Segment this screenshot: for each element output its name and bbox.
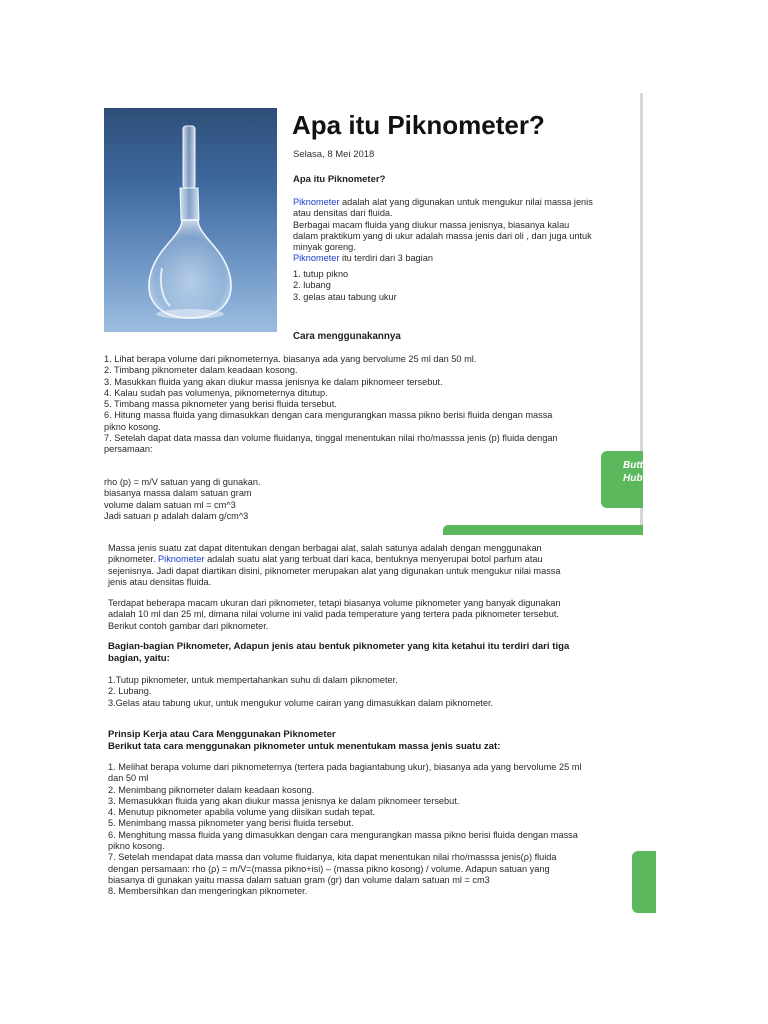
side-contact-button[interactable] [632,851,656,913]
paragraph-line: adalah suatu alat yang terbuat dari kaca, bentuknya menyerupai botol parfum atau [204,554,543,565]
list-item: 2. Menimbang piknometer dalam keadaan kosong. [108,784,315,795]
list-item: 5. Timbang massa piknometer yang berisi fluida tersebut. [104,399,337,410]
list-item: 1. tutup pikno [293,269,349,279]
paragraph-line: adalah 10 ml dan 25 ml, dimana nilai volume ini valid pada temperature yang tertera pada piknometer tersebut. [108,609,559,620]
formula-block [104,477,261,522]
list-item: 7. Setelah mendapat data massa dan volume fluidanya, kita dapat menentukan nilai rho/masssa jenis(ρ) fluida [108,852,557,863]
list-item: 8. Membersihkan dan mengeringkan piknometer. [108,886,308,897]
paragraph-line: Massa jenis suatu zat dapat ditentukan dengan berbagai alat, salah satunya adalah dengan menggunakan [108,543,542,553]
piknometer-link[interactable]: Piknometer [158,554,205,565]
piknometer-link[interactable]: Piknometer [293,197,340,207]
heading-line: bagian, yaitu: [108,653,170,664]
formula-line: rho (p) = m/V satuan yang di gunakan. [104,477,261,487]
intro-line: Berbagai macam fluida yang diukur massa jenisnya, biasanya kalau [293,219,570,230]
principle-steps [108,762,656,898]
density-paragraph [108,543,653,588]
intro-line: dalam praktikum yang di ukur adalah massa jenis dari oli , dan juga untuk [293,230,592,241]
piknometer-photo [104,108,277,332]
list-item: 3. Masukkan fluida yang akan diukur massa jenisnya ke dalam piknomeer tersebut. [104,376,443,387]
heading-line: Prinsip Kerja atau Cara Menggunakan Piknometer [108,729,336,740]
paragraph-line: piknometer. [108,554,159,565]
list-item: 1. Lihat berapa volume dari piknometernya. biasanya ada yang bervolume 25 ml dan 50 ml. [104,354,477,364]
intro-line: atau densitas dari fluida. [293,208,393,219]
side-button-label: Butt [623,460,643,471]
list-item: dengan persamaan: rho (ρ) = m/V=(massa pikno+isi) – (massa pikno kosong) / volume. Adapun satuan yang [108,863,550,874]
list-item: biasanya di gunakan yaitu massa dalam satuan gram (gr) dan volume dalam satuan ml = cm3 [108,874,490,885]
formula-line: biasanya massa dalam satuan gram [104,488,252,499]
list-item: persamaan: [104,444,153,455]
list-item: 2. Lubang. [108,686,152,697]
list-item: 3. gelas atau tabung ukur [293,291,397,302]
side-contact-button[interactable] [601,451,643,508]
paragraph-line: jenis atau densitas fluida. [108,576,212,587]
formula-line: volume dalam satuan ml = cm^3 [104,499,236,510]
list-item: 1.Tutup piknometer, untuk mempertahankan suhu di dalam piknometer. [108,675,398,685]
list-item: 6. Hitung massa fluida yang dimasukkan dengan cara mengurangkan massa pikno berisi fluida dengan massa [104,410,553,421]
parts-detail-list [108,675,493,709]
piknometer-link[interactable]: Piknometer [293,253,340,264]
list-item: pikno kosong. [104,421,161,432]
section-question: Apa itu Piknometer? [293,174,386,185]
intro-line: adalah alat yang digunakan untuk mengukur nilai massa jenis [339,197,593,207]
sizes-paragraph [108,598,653,632]
heading-line: Bagian-bagian Piknometer, Adapun jenis atau bentuk piknometer yang kita ketahui itu terdiri dari tiga [108,641,570,652]
list-item: 5. Menimbang massa piknometer yang berisi fluida tersebut. [108,818,354,829]
usage-steps [104,354,614,456]
list-item: 4. Menutup piknometer apabila volume yang diisikan sudah tepat. [108,807,376,818]
paragraph-line: sejenisnya. Jadi dapat diartikan disini, piknometer merupakan alat yang digunakan untuk mengukur nilai massa [108,565,561,576]
intro-line: itu terdiri dari 3 bagian [339,253,433,264]
intro-line: minyak goreng. [293,242,356,253]
paragraph-line: Berikut contoh gambar dari piknometer. [108,620,269,631]
parts-heading [108,641,628,665]
green-bar [443,525,643,535]
list-item: 2. lubang [293,280,331,291]
list-item: 6. Menghitung massa fluida yang dimasukkan dengan cara mengurangkan massa pikno berisi fluida dengan massa [108,829,578,840]
principle-heading [108,729,500,752]
side-button-label: Hub [623,473,643,484]
intro-paragraph [293,197,635,265]
formula-line: Jadi satuan p adalah dalam g/cm^3 [104,510,249,521]
list-item: pikno kosong. [108,841,165,852]
piknometer-flask-image [104,108,277,332]
heading-line: Berikut tata cara menggunakan piknometer untuk menentukam massa jenis suatu zat: [108,740,501,752]
list-item: 3. Memasukkan fluida yang akan diukur massa jenisnya ke dalam piknomeer tersebut. [108,795,460,806]
list-item: 3.Gelas atau tabung ukur, untuk mengukur volume cairan yang dimasukkan dalam piknometer. [108,697,494,708]
paragraph-line: Terdapat beberapa macam ukuran dari piknometer, tetapi biasanya volume piknometer yang banyak digunakan [108,598,561,608]
list-item: 4. Kalau sudah pas volumenya, piknometernya ditutup. [104,387,328,398]
list-item: dan 50 ml [108,773,149,784]
list-item: 2. Timbang piknometer dalam keadaan kosong. [104,365,298,376]
post-date: Selasa, 8 Mei 2018 [293,149,375,160]
parts-list [293,269,397,303]
usage-heading: Cara menggunakannya [293,331,401,342]
list-item: 1. Melihat berapa volume dari piknometernya (tertera pada bagiantabung ukur), biasanya ada yang bervolume 25 ml [108,762,582,772]
page-title: Apa itu Piknometer? [292,110,545,140]
list-item: 7. Setelah dapat data massa dan volume fluidanya, tinggal menentukan nilai rho/masssa jenis (p) fluida dengan [104,433,558,444]
